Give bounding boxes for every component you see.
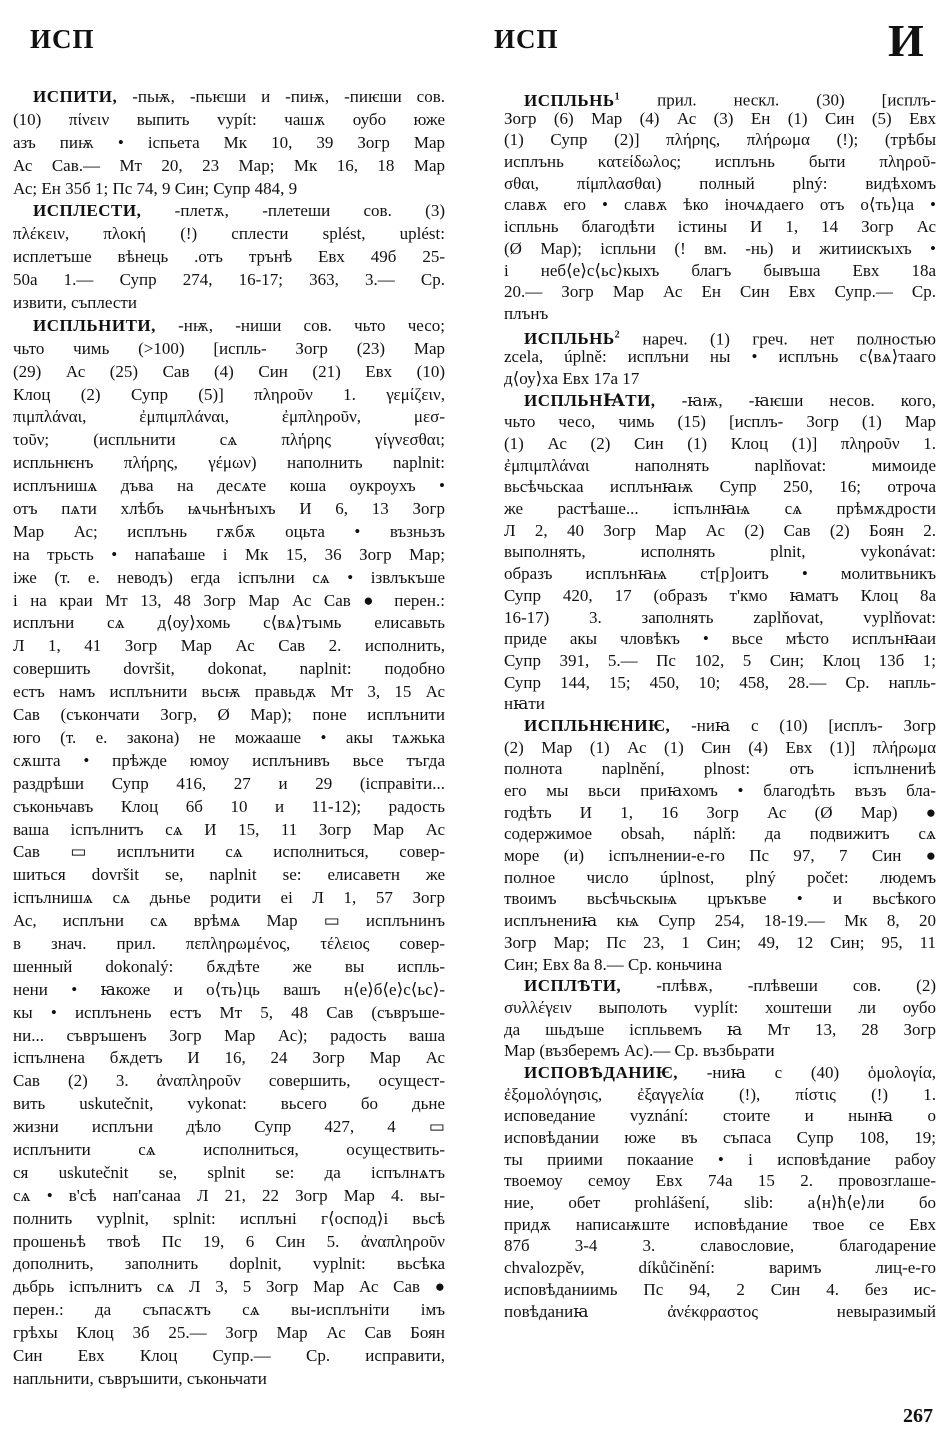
homonym-number: 2 <box>614 329 621 341</box>
column-right <box>504 86 936 1322</box>
homonym-number: 1 <box>614 91 621 102</box>
entry-line: і на краи Мт 13, 48 Зогр Мар Ас Сав ● перен.: <box>13 590 445 610</box>
entry-line: исповѣданиимь Пс 94, 2 Син 4. без ис- <box>504 1279 936 1299</box>
entry-line: выполнять, исполнять plnit, vykonávat: <box>504 542 936 562</box>
entry-line: твоимъ вьсѣчьскыѩ цръкъве • и вьсѣкого <box>504 889 936 909</box>
entry-line: д⟨оу⟩ха Евх 17а 17 <box>504 368 640 388</box>
entry-line: (1) Ас (2) Син (1) Клоц (1)] πληροῦν 1. <box>504 434 936 453</box>
headword: ИСПЛѢТИ, <box>524 976 622 996</box>
entry-line: нꙗти <box>504 694 545 714</box>
entry-line: шиться dovršit se, naplnit se: елисаветн же <box>13 865 445 885</box>
page-number: 267 <box>903 1405 933 1427</box>
entry-line: Ас, исплъни сѧ врѣмѧ Мар ▭ исплънинъ <box>13 911 445 931</box>
entry-line: азъ пиѭ • іспьета Мк 10, 39 Зогр Мар <box>13 132 445 152</box>
entry-line: ся uskutečnit se, splnit se: да іспълнѧтъ <box>13 1162 445 1182</box>
entry-line: отъ пѧти хлѣбъ ѩчьнѣнъıхъ И 6, 13 Зогр <box>13 499 445 519</box>
entry-line: (Ø Мар); іспльни (! вм. -нь) и житиискъıхъ • <box>504 238 936 258</box>
entry-first-line <box>504 1062 936 1084</box>
entry-first-line <box>13 200 445 223</box>
entry-line: исплъни сѧ д⟨оу⟩хомь с⟨вѧ⟩тъıмь елисавьть <box>13 613 445 633</box>
entry-line: ἐμπιμπλάναι наполнять naplňovat: мимоиде <box>504 455 936 475</box>
entry-line: раздрѣши Супр 416, 27 и 29 (іcправiти... <box>13 773 445 793</box>
entry-first-line <box>504 86 936 108</box>
entry-line: дополнить, заполнить doplnit, vyplnit: вьсѣка <box>13 1254 445 1274</box>
dictionary-entry <box>504 390 936 715</box>
entry-line: Сав (съкончати Зогр, Ø Мар); поне исплънити <box>13 705 445 725</box>
entry-line: Мар Ас; исплънь гѫбѫ оцьта • възньзъ <box>13 521 445 541</box>
entry-line: на трьсть • напаѣаше і Мк 15, 36 Зогр Мар; <box>13 544 445 564</box>
entry-text: -нѭ, -ниши сов. чьто чесо; <box>155 315 445 335</box>
entry-line: годѣть И 1, 16 Зогр Ас (Ø Мар) ● <box>504 802 936 822</box>
entry-line: συλλέγειν выполоть vyplít: хоштеши ли оубо <box>504 997 936 1017</box>
entry-line: исплънити сѧ исполниться, осуществить- <box>13 1139 445 1159</box>
entry-line: Л 1, 41 Зогр Мар Ас Сав 2. исполнить, <box>13 636 445 656</box>
entry-line: полное число úplnost, plný počet: людемъ <box>504 867 936 887</box>
entry-line: 16-17) 3. заполнять zaplňovat, vyplňovat: <box>504 607 936 627</box>
entry-line: Зогр (6) Мар (4) Ас (3) Ен (1) Син (5) Евх <box>504 108 936 128</box>
entry-line: море (и) іспълнении-е-го Пс 97, 7 Син ● <box>504 846 936 866</box>
entry-line: вить uskutečnit, vykonat: вьсего бо дьне <box>13 1094 445 1114</box>
entry-line: грѣхы Клоц 3б 25.— Зогр Мар Ас Сав Боян <box>13 1323 445 1343</box>
entry-line: его мы вьси приꙗхомъ • благодѣть възъ бла- <box>504 781 936 800</box>
entry-line: прошеньѣ твоѣ Пс 19, 6 Син 5. ἀναπληροῦν <box>13 1231 445 1251</box>
entry-line: съконьчавъ Клоц 6б 10 и 11-12); радость <box>13 796 445 816</box>
entry-line: извити, съплести <box>13 293 137 313</box>
entry-line: Супр 391, 5.— Пс 102, 5 Син; Клоц 13б 1; <box>504 650 936 670</box>
entry-first-line <box>504 325 936 347</box>
entry-text: -ꙗѭ, -ꙗѥши несов. кого, <box>655 390 936 410</box>
dictionary-entry <box>504 975 936 1062</box>
entry-text: -ниꙗ с (40) ὁμολογία, <box>678 1062 936 1082</box>
entry-line: да шьдъше іспльвемъ ꙗ Мт 13, 28 Зогр <box>504 1019 936 1039</box>
entry-line: в знач. прил. πεπληρωμένος, τέλειος совер- <box>13 933 445 953</box>
entry-line: совершить dovršit, dokonat, naplnit: подобно <box>13 659 445 679</box>
entry-line: же растѣаше... іспълнꙗѩ сѧ прѣмѫдрости <box>504 499 936 519</box>
entry-line: chvalozpěv, díkůčinění: варимъ лиц-е-го <box>504 1258 936 1278</box>
entry-line: Сав (2) 3. ἀναπληροῦν совершить, осущест- <box>13 1071 445 1091</box>
entry-line: сѧ • в'сѣ нап'санаа Л 21, 22 Зогр Мар 4. вы- <box>13 1185 445 1205</box>
entry-line: исплънениꙗ кѩ Супр 254, 18-19.— Мк 8, 20 <box>504 911 936 931</box>
entry-line: образъ исплънꙗѩ ст[р]оитъ • молитвьникъ <box>504 564 936 584</box>
entry-text: прил. нескл. (30) [исплъ- <box>620 90 936 110</box>
entry-line: полнить vyplnit, splnit: исплъні г⟨оспод⟩і вьсѣ <box>13 1208 445 1228</box>
headword: ИСПОВѢДАНИѤ, <box>524 1062 679 1082</box>
running-head-right: ИСП <box>494 24 559 54</box>
entry-text: -ниꙗ с (10) [исплъ- Зогр <box>670 715 936 735</box>
headword: ИСПИТИ, <box>33 87 118 106</box>
entry-line: Ас Сав.— Мт 20, 23 Мар; Мк 16, 18 Мар <box>13 155 445 175</box>
entry-line: 87б 3-4 3. славословие, благодарение <box>504 1236 936 1256</box>
entry-line: Сав ▭ исплънити сѧ исполниться, совер- <box>13 842 445 862</box>
entry-line: і неб⟨е⟩с⟨ьс⟩кыхъ благъ бывъша Евх 18а <box>504 260 936 280</box>
entry-line: іже (т. е. неводъ) егда іспълни сѧ • ізвлъкъше <box>13 567 445 587</box>
headword: ИСПЛЬНЬ$^1$ <box>524 90 621 110</box>
entry-line: (2) Мар (1) Ас (1) Син (4) Евх (1)] πλήρωμα <box>504 737 936 757</box>
entry-line: ни... съвръшенъ Зогр Мар Ас); радость ваша <box>13 1025 445 1045</box>
entry-first-line <box>504 975 936 997</box>
column-left <box>13 86 445 1391</box>
entry-text: -плетѫ, -плетеши сов. (3) <box>141 201 445 221</box>
dictionary-entry <box>13 86 445 200</box>
entry-line: чьто чесо, чимь (15) [исплъ- Зогр (1) Мар <box>504 412 936 432</box>
entry-line: Мар (възберемъ Ас).— Ср. възбьрати <box>504 1041 775 1061</box>
entry-line: исплънь κατείδωλος; исплънь быти πληροῦ- <box>504 152 936 172</box>
entry-first-line <box>504 390 936 412</box>
entry-line: придѫ написаѭште исповѣдание твое се Евх <box>504 1214 936 1234</box>
entry-line: исплетъше вѣнець .отъ трънѣ Евх 49б 25- <box>13 247 445 267</box>
entry-line: τοῦν; (испльнити сѧ πλήρης γίγνεσθαι; <box>13 430 445 450</box>
entry-line: перен.: да съпасѫтъ сѧ вы-исплънiти імъ <box>13 1300 445 1320</box>
entry-line: исповедание vyznání: стоите и нынꙗ о <box>504 1106 936 1126</box>
entry-line: Супр 420, 17 (образъ т'кмо ꙗматъ Клоц 8а <box>504 585 936 605</box>
entry-line: полнота naplnění, plnost: отъ іспълнениѣ <box>504 759 936 779</box>
entry-line: 20.— Зогр Мар Ас Ен Син Евх Супр.— Ср. <box>504 282 936 302</box>
entry-line: дьбрь іспълнитъ сѧ Л 3, 5 Зогр Мар Ас Сав ● <box>13 1277 445 1297</box>
entry-line: славѫ его • славѫ ѣко іночѧдаего отъ о⟨ть⟩ца • <box>504 195 936 215</box>
entry-line: напльнити, съвръшити, съконьчати <box>13 1368 267 1388</box>
entry-line: ты приими покаание • і исповѣдание рабоу <box>504 1149 936 1169</box>
entry-line: Клоц (2) Супр (5)] πληροῦν 1. γεμίζειν, <box>13 384 445 404</box>
entry-line: кы • исплънень естъ Мт 5, 48 Сав (съвръше- <box>13 1002 445 1022</box>
entry-line: πλέκειν, πλοκή (!) сплести splést, uplést: <box>13 224 445 244</box>
entry-line: іспълнишѧ сѧ дьнье родити еі Л 1, 57 Зогр <box>13 888 445 908</box>
entry-line: (1) Супр (2)] πλήρης, πλήρωμα (!); (трѣбы <box>504 130 936 150</box>
entry-line: ние, обет prohlášení, slib: а⟨н⟩ћ⟨е⟩ли бо <box>504 1193 936 1213</box>
entry-line: zcela, úplně: исплъни ны • исплънь с⟨вѧ⟩тааго <box>504 347 936 367</box>
entry-first-line <box>13 86 445 109</box>
entry-line: ἐξομολόγησις, ἐξαγγελία (!), πίστις (!) 1. <box>504 1084 936 1104</box>
dictionary-entry <box>504 715 936 975</box>
entry-line: (10) πίνειν выпить vypít: чашѫ оубо юже <box>13 109 445 129</box>
headword: ИСПЛЬНѤНИѤ, <box>524 715 671 735</box>
entry-first-line <box>504 715 936 737</box>
entry-line: повѣданиꙗ ἀνέκφραστος невыразимый <box>504 1301 936 1321</box>
entry-line: іспълнена бѫдетъ И 16, 24 Зогр Мар Ас <box>13 1048 445 1068</box>
entry-line: твоемоу семоу Евх 74а 15 2. провозглаше- <box>504 1171 936 1191</box>
entry-line: σθαι, πίμπλασθαι) полный plný: видѣхомъ <box>504 173 936 193</box>
running-head-left: ИСП <box>30 24 95 54</box>
section-letter: И <box>888 15 925 66</box>
entry-line: Ас; Ен 35б 1; Пс 74, 9 Син; Супр 484, 9 <box>13 178 298 198</box>
headword: ИСПЛЕСТИ, <box>33 201 142 221</box>
dictionary-entry <box>13 315 445 1391</box>
headword: ИСПЛЬНИТИ, <box>33 315 156 335</box>
entry-line: Син; Евх 8а 8.— Ср. коньчина <box>504 954 723 974</box>
entry-line: плънъ <box>504 303 549 323</box>
entry-line: Син Евх Клоц Супр.— Ср. исправити, <box>13 1345 445 1365</box>
entry-text: нареч. (1) греч. нет полностью <box>620 329 936 349</box>
entry-line: сѫшта • прѣжде юмоу исплънивъ вьсе тъгда <box>13 750 445 770</box>
entry-line: Л 2, 40 Зогр Мар Ас (2) Сав (2) Боян 2. <box>504 520 936 540</box>
entry-line: Зогр Мар; Пс 23, 1 Син; 49, 12 Син; 95, 11 <box>504 932 936 952</box>
entry-line: исповѣдании юже въ съпаса Супр 108, 19; <box>504 1128 936 1147</box>
dictionary-entry <box>504 86 936 325</box>
entry-line: естъ намъ исплънити вьсѭ правьдѫ Мт 3, 15 Ас <box>13 682 445 702</box>
entry-line: Супр 144, 15; 450, 10; 458, 28.— Ср. напль- <box>504 672 936 692</box>
entry-line: содержимое obsah, náplň: да подвижитъ сѧ <box>504 824 936 844</box>
entry-line: 50а 1.— Супр 274, 16-17; 363, 3.— Ср. <box>13 270 445 290</box>
entry-line: вьсѣчьскаа исплънꙗѭ Супр 250, 16; отроча <box>504 477 936 497</box>
entry-line: іспльнь благодѣти істины И 1, 14 Зогр Ас <box>504 217 936 237</box>
entry-line: исплънишѧ дъва на десѧте коша оукроухъ • <box>13 476 445 496</box>
entry-text: -пьѭ, -пьѥши и -пиѭ, -пиѥши сов. <box>117 87 445 106</box>
entry-first-line <box>13 315 445 338</box>
entry-line: испльнѥнъ πλήρης, γέμων) наполнить naplnit: <box>13 453 445 473</box>
dictionary-entry <box>13 200 445 314</box>
dictionary-entry <box>504 1062 936 1322</box>
entry-line: нени • ꙗкоже и о⟨ть⟩ць вашъ н⟨е⟩б⟨е⟩с⟨ьс⟩- <box>13 979 445 999</box>
headword: ИСПЛЬНꙖТИ, <box>524 390 656 410</box>
headword: ИСПЛЬНЬ$^2$ <box>524 329 621 349</box>
entry-text: -плѣвѫ, -плѣвеши сов. (2) <box>621 976 936 996</box>
entry-line: юго (т. е. закона) не можааше • акы тѧжька <box>13 727 445 747</box>
entry-line: πιμπλάναι, ἐμπιμπλάναι, ἐμπληροῦν, μεσ- <box>13 407 445 427</box>
entry-line: приде акы чловѣкъ • вьсе мѣсто исплънꙗаи <box>504 629 936 649</box>
entry-line: шенный dokonalý: бѫдѣте же вы испль- <box>13 956 445 976</box>
entry-line: жизни исплъни дѣло Супр 427, 4 ▭ <box>13 1117 445 1137</box>
dictionary-entry <box>504 325 936 390</box>
entry-line: ваша іспълнитъ сѧ И 15, 11 Зогр Мар Ас <box>13 819 445 839</box>
entry-line: (29) Ас (25) Сав (4) Син (21) Евх (10) <box>13 361 445 381</box>
entry-line: чьто чимь (>100) [испль- Зогр (23) Мар <box>13 338 445 358</box>
